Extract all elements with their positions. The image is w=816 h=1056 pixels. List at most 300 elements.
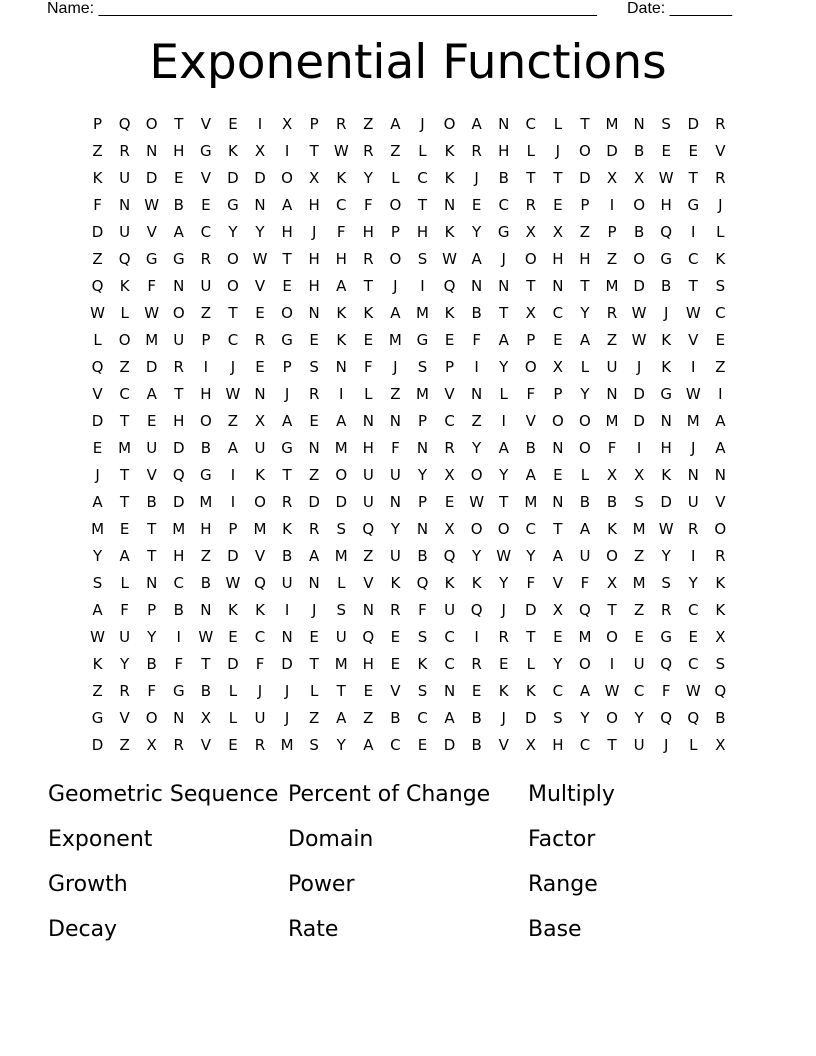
grid-letter: Q: [660, 709, 673, 727]
grid-letter: I: [609, 196, 615, 214]
grid-letter: O: [145, 115, 158, 133]
grid-letter: L: [364, 385, 373, 403]
grid-letter: F: [364, 196, 373, 214]
date-field-label: Date: _______: [627, 0, 732, 17]
grid-letter: A: [336, 709, 347, 727]
grid-row: [84, 651, 734, 678]
grid-letter: F: [364, 358, 373, 376]
grid-letter: Q: [254, 574, 266, 592]
grid-letter: O: [579, 655, 591, 673]
grid-letter: N: [606, 385, 618, 403]
grid-letter: G: [660, 628, 672, 646]
grid-letter: B: [715, 709, 726, 727]
grid-letter: A: [579, 331, 591, 349]
grid-letter: I: [691, 223, 696, 241]
grid-letter: A: [173, 223, 184, 241]
grid-letter: F: [391, 439, 400, 457]
grid-letter: O: [606, 628, 618, 646]
grid-letter: R: [308, 520, 320, 538]
grid-letter: H: [660, 439, 672, 457]
grid-letter: Z: [92, 142, 103, 160]
grid-letter: C: [390, 736, 401, 754]
grid-letter: L: [120, 304, 129, 322]
grid-letter: H: [173, 142, 185, 160]
grid-letter: U: [173, 331, 185, 349]
grid-letter: G: [200, 466, 212, 484]
grid-letter: M: [334, 439, 348, 457]
grid-letter: V: [146, 223, 157, 241]
grid-letter: C: [444, 655, 455, 673]
grid-letter: J: [474, 169, 479, 187]
grid-letter: Q: [362, 628, 375, 646]
grid-letter: L: [689, 736, 698, 754]
grid-letter: N: [471, 277, 483, 295]
grid-row: [84, 354, 734, 381]
grid-letter: W: [604, 682, 620, 700]
grid-letter: Z: [119, 736, 130, 754]
grid-letter: Q: [91, 358, 104, 376]
grid-letter: N: [633, 115, 645, 133]
grid-letter: K: [228, 142, 238, 160]
grid-letter: Z: [633, 601, 645, 619]
grid-letter: S: [309, 358, 319, 376]
grid-letter: I: [501, 412, 506, 430]
grid-letter: N: [660, 412, 672, 430]
grid-letter: W: [631, 304, 647, 322]
grid-letter: J: [393, 277, 398, 295]
grid-letter: T: [688, 277, 698, 295]
grid-letter: Q: [416, 574, 429, 592]
grid-letter: T: [499, 493, 509, 511]
grid-letter: D: [172, 439, 185, 457]
word-bank-item: Percent of Change: [288, 782, 491, 807]
grid-letter: A: [552, 547, 563, 565]
grid-letter: I: [718, 385, 723, 403]
grid-letter: N: [389, 493, 402, 511]
grid-letter: X: [525, 304, 536, 322]
grid-letter: P: [526, 331, 536, 349]
grid-letter: P: [445, 358, 455, 376]
grid-letter: Y: [688, 574, 698, 592]
grid-letter: M: [118, 439, 132, 457]
grid-letter: M: [253, 520, 267, 538]
grid-letter: X: [254, 412, 266, 430]
grid-letter: U: [119, 628, 131, 646]
grid-letter: J: [311, 223, 317, 241]
grid-letter: Z: [92, 250, 103, 268]
grid-letter: Z: [363, 547, 374, 565]
grid-letter: Z: [606, 250, 618, 268]
grid-letter: G: [660, 250, 672, 268]
grid-letter: A: [579, 682, 591, 700]
word-bank-item: Rate: [288, 917, 339, 942]
grid-letter: L: [93, 331, 102, 349]
grid-letter: E: [715, 331, 726, 349]
grid-letter: E: [471, 196, 482, 214]
grid-letter: D: [91, 736, 104, 754]
grid-letter: U: [606, 358, 618, 376]
grid-letter: D: [227, 169, 239, 187]
grid-letter: Z: [715, 358, 726, 376]
grid-letter: Z: [390, 142, 401, 160]
grid-letter: B: [281, 547, 293, 565]
grid-letter: J: [284, 385, 290, 403]
grid-letter: M: [334, 655, 348, 673]
grid-letter: Y: [553, 655, 563, 673]
grid-letter: E: [201, 196, 211, 214]
grid-letter: G: [281, 331, 293, 349]
word-bank-item: Decay: [48, 917, 118, 942]
word-bank-item: Range: [528, 872, 598, 897]
grid-letter: O: [172, 304, 185, 322]
word-bank-item: Factor: [528, 827, 596, 852]
grid-letter: Z: [309, 709, 320, 727]
grid-letter: A: [444, 709, 455, 727]
grid-letter: D: [254, 169, 266, 187]
grid-letter: N: [119, 196, 131, 214]
grid-letter: B: [498, 169, 509, 187]
grid-letter: Y: [472, 223, 482, 241]
grid-letter: H: [552, 736, 564, 754]
grid-letter: R: [471, 655, 482, 673]
grid-letter: O: [497, 520, 510, 538]
grid-letter: I: [203, 358, 209, 376]
grid-letter: W: [333, 142, 349, 160]
grid-letter: X: [633, 466, 645, 484]
grid-letter: B: [471, 709, 482, 727]
grid-letter: N: [254, 196, 266, 214]
grid-letter: O: [606, 709, 618, 727]
grid-letter: O: [227, 250, 239, 268]
grid-letter: V: [525, 412, 536, 430]
grid-letter: C: [498, 196, 509, 214]
grid-letter: Y: [499, 574, 509, 592]
grid-letter: I: [474, 628, 479, 646]
grid-letter: I: [691, 358, 696, 376]
word-bank-row: [48, 907, 768, 952]
grid-letter: H: [579, 250, 591, 268]
grid-letter: J: [393, 358, 398, 376]
grid-letter: G: [416, 331, 429, 349]
grid-letter: M: [388, 331, 402, 349]
grid-letter: Q: [714, 682, 727, 700]
grid-letter: L: [526, 142, 535, 160]
grid-letter: T: [147, 547, 157, 565]
grid-letter: U: [389, 547, 401, 565]
grid-letter: A: [146, 385, 157, 403]
grid-letter: D: [91, 412, 104, 430]
grid-letter: K: [363, 304, 374, 322]
grid-letter: D: [145, 358, 158, 376]
grid-row: [84, 705, 734, 732]
grid-letter: I: [339, 385, 344, 403]
grid-letter: W: [225, 574, 241, 592]
grid-letter: V: [688, 331, 699, 349]
grid-letter: E: [553, 466, 563, 484]
grid-letter: D: [633, 277, 645, 295]
grid-letter: F: [255, 655, 265, 673]
grid-letter: V: [715, 493, 726, 511]
grid-letter: O: [606, 547, 618, 565]
grid-letter: M: [605, 412, 619, 430]
grid-letter: V: [552, 574, 563, 592]
grid-letter: C: [200, 223, 212, 241]
grid-letter: P: [553, 385, 563, 403]
grid-letter: B: [146, 655, 157, 673]
page-title: Exponential Functions: [149, 35, 667, 90]
grid-letter: Y: [417, 466, 428, 484]
grid-letter: N: [443, 196, 456, 214]
grid-letter: R: [715, 169, 726, 187]
grid-letter: J: [691, 439, 696, 457]
grid-letter: H: [281, 223, 293, 241]
grid-letter: C: [336, 196, 347, 214]
grid-letter: R: [173, 736, 184, 754]
grid-letter: X: [254, 142, 266, 160]
grid-letter: G: [145, 250, 158, 268]
grid-letter: K: [336, 169, 347, 187]
grid-letter: M: [632, 574, 646, 592]
grid-letter: T: [174, 115, 184, 133]
grid-row: [84, 165, 734, 192]
grid-letter: O: [524, 358, 537, 376]
grid-letter: A: [471, 115, 482, 133]
grid-letter: B: [606, 493, 618, 511]
grid-letter: K: [336, 331, 347, 349]
grid-row: [84, 543, 734, 570]
grid-letter: E: [498, 655, 509, 673]
grid-letter: J: [555, 142, 561, 160]
grid-letter: C: [525, 520, 537, 538]
grid-letter: B: [146, 493, 157, 511]
grid-letter: X: [633, 169, 645, 187]
grid-letter: O: [524, 250, 537, 268]
grid-letter: G: [660, 385, 672, 403]
grid-letter: S: [715, 655, 726, 673]
grid-letter: A: [498, 439, 509, 457]
grid-letter: Y: [634, 709, 644, 727]
grid-letter: P: [607, 223, 617, 241]
grid-letter: I: [636, 439, 642, 457]
grid-letter: V: [92, 385, 103, 403]
grid-letter: H: [200, 520, 212, 538]
grid-letter: C: [715, 304, 726, 322]
grid-letter: D: [145, 169, 158, 187]
grid-letter: F: [120, 601, 129, 619]
grid-letter: Y: [580, 709, 590, 727]
grid-letter: I: [474, 358, 479, 376]
grid-letter: Q: [172, 466, 185, 484]
grid-row: [84, 111, 734, 138]
grid-letter: T: [417, 196, 428, 214]
grid-letter: O: [335, 466, 348, 484]
grid-letter: B: [173, 601, 184, 619]
grid-letter: L: [580, 358, 590, 376]
grid-letter: E: [553, 196, 563, 214]
grid-letter: K: [255, 601, 265, 619]
grid-letter: C: [173, 574, 185, 592]
grid-letter: F: [526, 574, 536, 592]
grid-letter: W: [225, 385, 241, 403]
grid-letter: J: [230, 358, 236, 376]
grid-letter: J: [663, 736, 669, 754]
grid-letter: N: [471, 385, 483, 403]
grid-letter: O: [227, 277, 239, 295]
grid-letter: H: [416, 223, 429, 241]
grid-letter: T: [607, 601, 617, 619]
grid-letter: X: [606, 574, 618, 592]
grid-letter: E: [146, 412, 157, 430]
grid-letter: S: [417, 358, 428, 376]
grid-letter: K: [92, 169, 103, 187]
grid-letter: G: [200, 142, 212, 160]
grid-letter: Q: [579, 601, 591, 619]
grid-letter: N: [308, 574, 320, 592]
grid-letter: T: [526, 169, 536, 187]
grid-letter: A: [281, 196, 293, 214]
grid-letter: T: [580, 115, 590, 133]
name-field-label: Name: ________________________________________________________: [47, 0, 597, 17]
grid-letter: K: [444, 574, 455, 592]
grid-letter: O: [470, 466, 483, 484]
grid-letter: Y: [580, 304, 590, 322]
grid-row: [84, 381, 734, 408]
grid-letter: R: [119, 142, 130, 160]
grid-letter: X: [281, 115, 293, 133]
grid-letter: R: [200, 250, 212, 268]
grid-letter: H: [362, 655, 374, 673]
grid-letter: Y: [363, 169, 373, 187]
grid-letter: E: [417, 736, 428, 754]
grid-letter: B: [200, 682, 211, 700]
grid-letter: L: [228, 682, 238, 700]
grid-letter: K: [444, 304, 455, 322]
grid-letter: N: [200, 601, 212, 619]
grid-letter: T: [282, 250, 292, 268]
grid-letter: Z: [390, 385, 401, 403]
grid-letter: N: [362, 412, 374, 430]
grid-letter: S: [417, 250, 428, 268]
grid-letter: W: [252, 250, 268, 268]
grid-letter: P: [417, 412, 427, 430]
grid-letter: E: [255, 358, 265, 376]
grid-letter: E: [390, 655, 401, 673]
grid-letter: Z: [363, 115, 374, 133]
grid-letter: Q: [660, 223, 673, 241]
grid-letter: Z: [606, 331, 618, 349]
grid-letter: V: [715, 142, 726, 160]
grid-letter: L: [309, 682, 319, 700]
grid-letter: E: [228, 628, 238, 646]
grid-letter: Q: [118, 250, 131, 268]
grid-letter: S: [715, 277, 726, 295]
word-bank-item: Growth: [48, 872, 128, 897]
grid-letter: V: [200, 736, 211, 754]
grid-row: [84, 192, 734, 219]
grid-letter: Z: [579, 223, 591, 241]
grid-letter: K: [661, 331, 672, 349]
grid-letter: V: [363, 574, 374, 592]
grid-letter: O: [281, 169, 293, 187]
grid-letter: K: [444, 223, 455, 241]
letter-grid: [84, 111, 734, 759]
grid-letter: H: [498, 142, 510, 160]
grid-letter: J: [501, 250, 506, 268]
grid-letter: E: [309, 331, 319, 349]
grid-letter: E: [92, 439, 103, 457]
grid-letter: Q: [362, 520, 375, 538]
grid-letter: A: [471, 250, 482, 268]
grid-letter: A: [579, 520, 591, 538]
grid-letter: N: [443, 682, 456, 700]
grid-letter: R: [281, 493, 293, 511]
grid-letter: U: [119, 223, 131, 241]
grid-letter: L: [526, 655, 535, 673]
grid-letter: M: [632, 520, 646, 538]
grid-letter: A: [281, 412, 293, 430]
grid-letter: Y: [92, 547, 103, 565]
grid-letter: X: [552, 223, 563, 241]
grid-letter: F: [580, 574, 590, 592]
grid-letter: E: [553, 331, 563, 349]
grid-letter: C: [444, 628, 455, 646]
grid-row: [84, 300, 734, 327]
grid-letter: Y: [255, 223, 265, 241]
grid-letter: R: [525, 196, 536, 214]
grid-letter: K: [715, 250, 726, 268]
grid-row: [84, 435, 734, 462]
grid-letter: W: [90, 304, 105, 322]
grid-letter: N: [173, 277, 185, 295]
grid-letter: K: [661, 358, 672, 376]
grid-letter: T: [526, 628, 536, 646]
grid-letter: D: [227, 655, 239, 673]
grid-letter: N: [146, 574, 158, 592]
grid-row: [84, 597, 734, 624]
grid-letter: R: [390, 601, 401, 619]
grid-letter: D: [660, 493, 672, 511]
grid-row: [84, 327, 734, 354]
grid-letter: W: [198, 628, 214, 646]
grid-letter: T: [363, 277, 373, 295]
grid-letter: T: [120, 493, 130, 511]
grid-letter: E: [363, 331, 374, 349]
grid-row: [84, 246, 734, 273]
grid-letter: O: [389, 196, 402, 214]
grid-letter: W: [658, 169, 674, 187]
grid-letter: E: [363, 682, 374, 700]
grid-letter: Y: [472, 439, 482, 457]
grid-letter: T: [309, 655, 319, 673]
grid-letter: E: [309, 628, 319, 646]
grid-letter: M: [172, 520, 186, 538]
grid-letter: W: [144, 304, 160, 322]
grid-letter: K: [444, 169, 455, 187]
grid-letter: E: [688, 142, 698, 160]
grid-letter: V: [254, 547, 266, 565]
grid-letter: A: [525, 466, 536, 484]
grid-row: [84, 462, 734, 489]
grid-letter: J: [311, 601, 317, 619]
grid-letter: V: [119, 709, 130, 727]
grid-letter: Q: [91, 277, 104, 295]
grid-letter: T: [282, 466, 292, 484]
grid-letter: T: [147, 520, 157, 538]
grid-letter: D: [335, 493, 348, 511]
grid-letter: G: [281, 439, 293, 457]
grid-letter: Y: [499, 358, 509, 376]
grid-letter: N: [389, 412, 402, 430]
